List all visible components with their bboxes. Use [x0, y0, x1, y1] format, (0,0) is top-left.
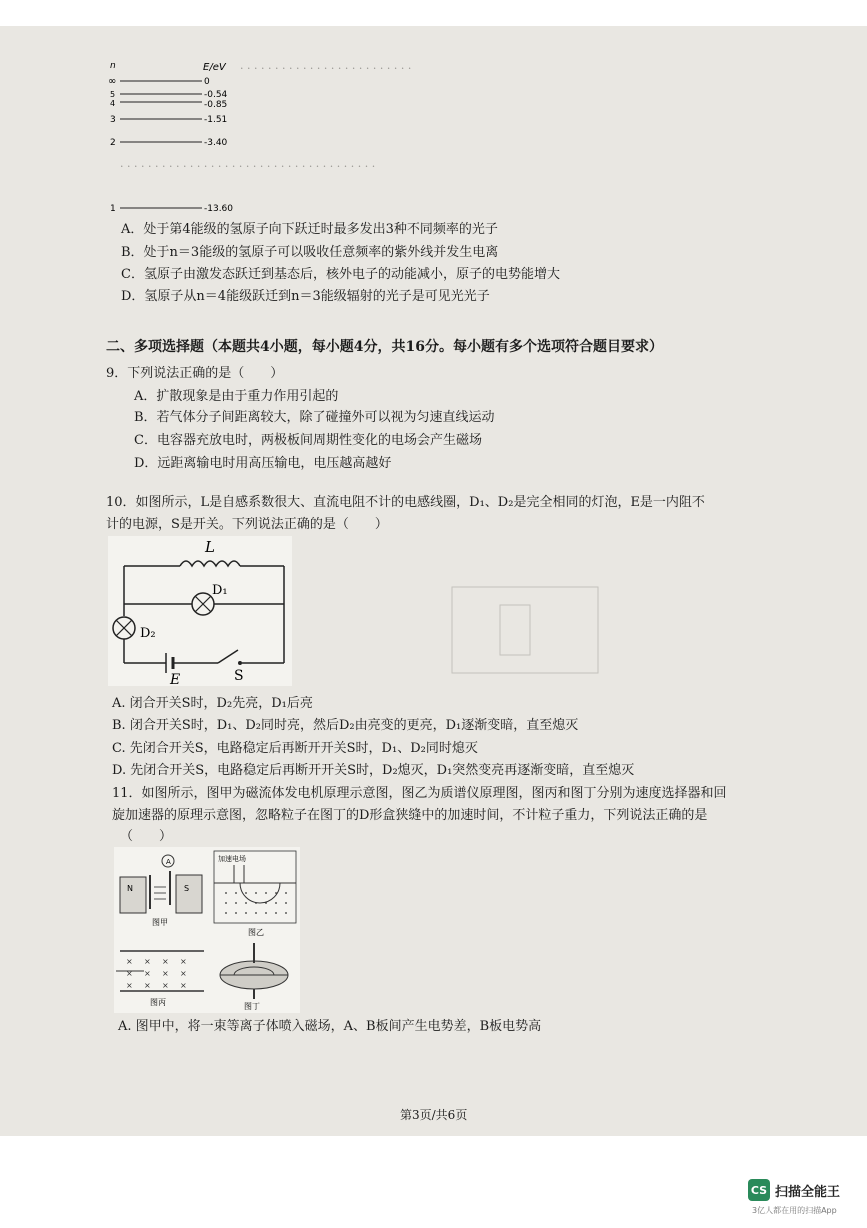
- level-1: [110, 204, 233, 214]
- svg-text:∞: ∞: [108, 76, 117, 87]
- level-2: [110, 138, 228, 148]
- accel-field-label: 加速电场: [218, 855, 246, 863]
- source-label: E: [170, 672, 181, 686]
- level-3: [110, 115, 227, 125]
- svg-text:×: ×: [180, 969, 187, 978]
- q10-stem-line1: 10．如图所示，L是自感系数很大、直流电阻不计的电感线圈，D₁、D₂是完全相同的灯泡，E是一内阻不: [106, 495, 705, 510]
- circuit-diagram: [108, 536, 292, 686]
- svg-text:×: ×: [162, 981, 169, 990]
- q11-option-a: A. 图甲中，将一束等离子体喷入磁场，A、B板间产生电势差，B板电势高: [118, 1019, 542, 1034]
- svg-text:2: 2: [110, 138, 116, 148]
- svg-text:×: ×: [162, 969, 169, 978]
- q8-option-a: A．处于第4能级的氢原子向下跃迁时最多发出3种不同频率的光子: [121, 222, 498, 237]
- scan-margin: [0, 1136, 867, 1228]
- section-2-title: 二、多项选择题（本题共4小题，每小题4分，共16分。每小题有多个选项符合题目要求）: [106, 339, 663, 355]
- q10-option-c: C. 先闭合开关S，电路稳定后再断开开关S时，D₁、D₂同时熄灭: [112, 741, 478, 756]
- fig-yi-label: 图乙: [248, 928, 264, 937]
- svg-text:×: ×: [126, 981, 133, 990]
- page-number: 第3页/共6页: [400, 1108, 468, 1122]
- bleed-through-text: · · · · · · · · · · · · · · · · · · · · · · · · ·: [240, 62, 412, 75]
- q11-figure: [114, 847, 300, 1013]
- svg-text:3: 3: [110, 115, 116, 125]
- scanner-tagline: 3亿人都在用的扫描App: [752, 1206, 837, 1215]
- fig-bing-velocity-selector: [116, 951, 204, 1007]
- q10-option-a: A. 闭合开关S时，D₂先亮，D₁后亮: [112, 696, 313, 711]
- q10-option-d: D. 先闭合开关S，电路稳定后再断开开关S时，D₂熄灭，D₁突然变亮再逐渐变暗，直至熄灭: [112, 763, 635, 778]
- q10-option-b: B. 闭合开关S时，D₁、D₂同时亮，然后D₂由亮变的更亮，D₁逐渐变暗，直至熄灭: [112, 718, 579, 733]
- svg-text:-3.40: -3.40: [204, 138, 228, 148]
- fig-yi-mass-spectrometer: [214, 851, 296, 937]
- q11-stem-line1: 11．如图所示，图甲为磁流体发电机原理示意图，图乙为质谱仪原理图，图丙和图丁分别为速度选择器和回: [112, 786, 727, 801]
- bleed-through-text: · · · · · · · · · · · · · · · · · · · · · · · · · · · · · · · · · · · · ·: [120, 160, 376, 173]
- q11-stem-line3: （ ）: [120, 829, 173, 844]
- switch-blade: [218, 650, 238, 663]
- svg-text:-0.54: -0.54: [204, 90, 228, 100]
- svg-text:0: 0: [204, 77, 210, 87]
- q8-option-c: C．氢原子由激发态跃迁到基态后，核外电子的动能减小，原子的电势能增大: [121, 267, 560, 282]
- q10-circuit-figure: [108, 536, 292, 686]
- inductor-coil: [180, 561, 240, 566]
- q11-stem-line2: 旋加速器的原理示意图，忽略粒子在图丁的D形盒狭缝中的加速时间，不计粒子重力，下列说法正确的是: [112, 808, 708, 823]
- lamp-d2-label: D₂: [140, 626, 156, 641]
- svg-text:1: 1: [110, 204, 116, 214]
- bleed-through-figure: [450, 585, 600, 675]
- svg-text:-0.85: -0.85: [204, 100, 228, 110]
- fig-ding-cyclotron: [220, 943, 288, 1011]
- svg-text:×: ×: [144, 981, 151, 990]
- svg-text:4: 4: [110, 99, 116, 108]
- svg-text:×: ×: [180, 957, 187, 966]
- level-4: [110, 99, 227, 110]
- q9-stem: 9．下列说法正确的是（ ）: [106, 366, 284, 381]
- svg-text:N: N: [127, 884, 133, 893]
- fig-jia-label: 图甲: [152, 918, 168, 927]
- n-header: n: [110, 61, 116, 71]
- q9-option-c: C．电容器充放电时，两极板间周期性变化的电场会产生磁场: [134, 433, 482, 448]
- inductor-label: L: [205, 538, 215, 556]
- scanner-logo-icon: CS: [748, 1179, 770, 1201]
- svg-text:-13.60: -13.60: [204, 204, 234, 214]
- svg-text:×: ×: [144, 957, 151, 966]
- q10-stem-line2: 计的电源，S是开关。下列说法正确的是（ ）: [106, 517, 388, 532]
- svg-text:×: ×: [126, 969, 133, 978]
- svg-text:S: S: [184, 884, 190, 893]
- energy-unit-header: E/eV: [203, 62, 226, 73]
- q9-option-b: B．若气体分子间距离较大，除了碰撞外可以视为匀速直线运动: [134, 410, 495, 425]
- svg-text:×: ×: [126, 957, 133, 966]
- fig-bing-label: 图丙: [150, 998, 166, 1007]
- q8-option-d: D．氢原子从n＝4能级跃迁到n＝3能级辐射的光子是可见光光子: [121, 289, 490, 304]
- svg-text:×: ×: [144, 969, 151, 978]
- q8-option-b: B．处于n＝3能级的氢原子可以吸收任意频率的紫外线并发生电离: [121, 245, 499, 260]
- level-5: [110, 90, 228, 100]
- energy-level-diagram: [100, 58, 250, 218]
- svg-text:×: ×: [162, 957, 169, 966]
- fig-jia-mhd-generator: [120, 855, 202, 927]
- switch-label: S: [234, 668, 244, 684]
- svg-text:5: 5: [110, 90, 116, 99]
- svg-text:-1.51: -1.51: [204, 115, 228, 125]
- lamp-d1-label: D₁: [212, 583, 228, 598]
- fig-ding-label: 图丁: [244, 1002, 260, 1011]
- q9-option-d: D．远距离输电时用高压输电，电压越高越好: [134, 456, 392, 471]
- level-inf: [108, 76, 210, 87]
- svg-text:×: ×: [180, 981, 187, 990]
- svg-text:A: A: [166, 858, 171, 866]
- q9-option-a: A．扩散现象是由于重力作用引起的: [134, 389, 339, 404]
- scanner-app-name: 扫描全能王: [775, 1185, 841, 1200]
